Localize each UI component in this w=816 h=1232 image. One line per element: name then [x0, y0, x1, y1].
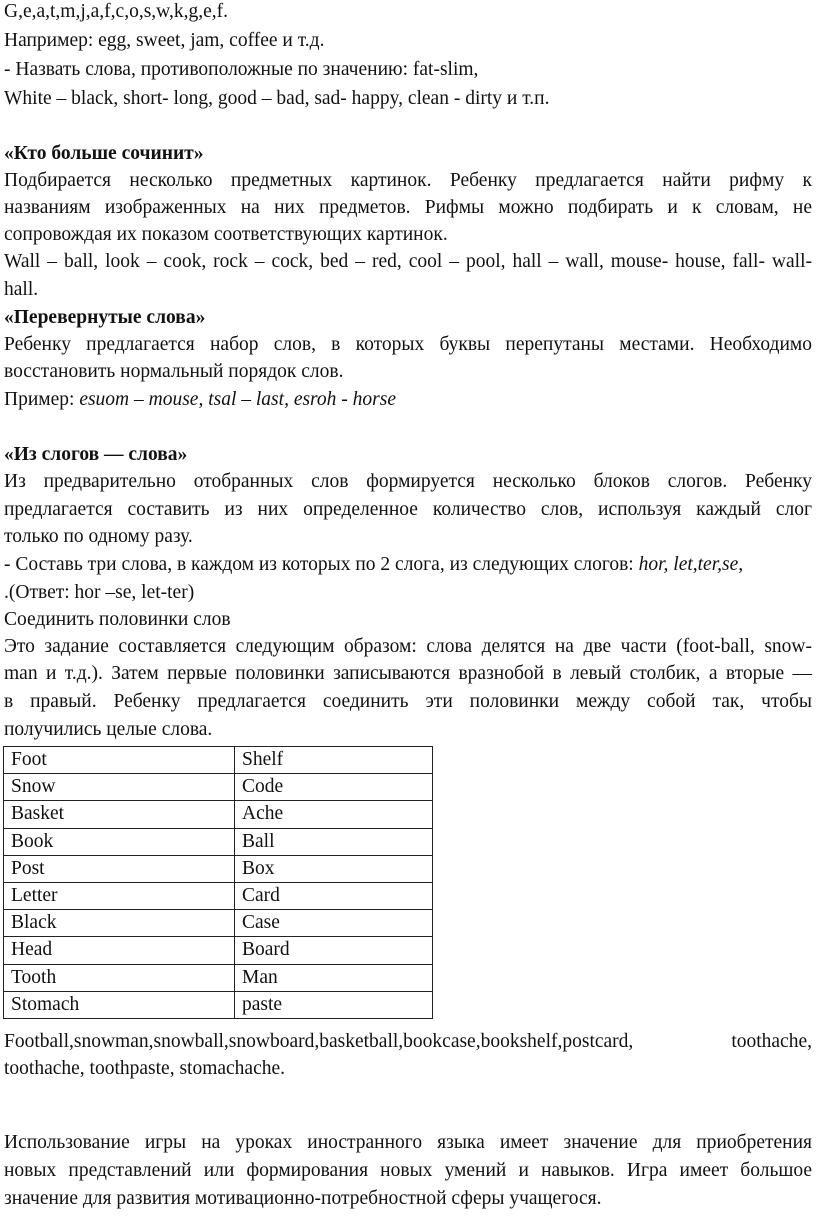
halves-paragraph-line: получились целые слова.: [4, 719, 213, 740]
table-row: [4, 991, 433, 1018]
rhyme-paragraph-line: сопровождая их показом соответствующих картинок.: [4, 224, 448, 245]
conclusion-line: значение для развития мотивационно-потребностной сферы учащегося.: [4, 1188, 602, 1209]
rhyme-heading: «Кто больше сочинит»: [4, 143, 204, 164]
table-row: [4, 801, 433, 828]
halves-paragraph-line: в правый. Ребенку предлагается соединить эти половинки между собой так, чтобы: [4, 691, 812, 712]
table-row: [4, 774, 433, 801]
second-half-cell: Ache: [235, 801, 433, 828]
reversed-example: [4, 388, 812, 412]
table-row: [4, 855, 433, 882]
conclusion-line: новых представлений или формирования новых умений и навыков. Игра имеет большое: [4, 1160, 812, 1181]
second-half-cell: Case: [235, 910, 433, 937]
example-label: Пример:: [4, 389, 80, 410]
answers-line: [4, 1030, 812, 1054]
first-half-cell: Head: [4, 937, 235, 964]
table-row: [4, 937, 433, 964]
example-words: esuom – mouse, tsal – last, esroh - horse: [79, 389, 396, 410]
first-half-cell: Post: [4, 855, 235, 882]
answers-words: Football,snowman,snowball,snowboard,basketball,bookcase,bookshelf,postcard,: [4, 1031, 634, 1052]
rhyme-examples: Wall – ball, look – cook, rock – cock, bed – red, cool – pool, hall – wall, mouse- house, fall- wall-: [4, 251, 812, 272]
halves-paragraph-line: man и т.д.). Затем первые половинки записываются вразнобой в левый столбик, а вторые —: [4, 663, 812, 684]
task-syllables: hor, let,ter,se,: [638, 554, 744, 575]
letters-line: G,e,a,t,m,j,a,f,c,o,s,w,k,g,e,f.: [4, 1, 229, 22]
first-half-cell: Black: [4, 910, 235, 937]
syllables-paragraph-line: только по одному разу.: [4, 526, 193, 547]
first-half-cell: Basket: [4, 801, 235, 828]
halves-heading: Соединить половинки слов: [4, 609, 231, 630]
second-half-cell: Card: [235, 882, 433, 909]
halves-paragraph-line: Это задание составляется следующим образом: слова делятся на две части (foot-ball, snow-: [4, 636, 812, 657]
rhyme-paragraph-line: Подбирается несколько предметных картинок. Ребенку предлагается найти рифму к: [4, 170, 812, 191]
syllables-paragraph-line: Из предварительно отобранных слов формируется несколько блоков слогов. Ребенку: [4, 471, 812, 492]
first-half-cell: Book: [4, 828, 235, 855]
table-row: [4, 910, 433, 937]
second-half-cell: Code: [235, 774, 433, 801]
second-half-cell: Man: [235, 964, 433, 991]
reversed-heading: «Перевернутые слова»: [4, 307, 206, 328]
first-half-cell: Stomach: [4, 991, 235, 1018]
opposites-line: - Назвать слова, противоположные по значению: fat-slim,: [4, 59, 479, 80]
first-half-cell: Letter: [4, 882, 235, 909]
answers-words-end: toothache,: [731, 1031, 812, 1052]
syllables-paragraph-line: предлагается составить из них определенное количество слов, используя каждый слог: [4, 499, 812, 520]
second-half-cell: Board: [235, 937, 433, 964]
table-row: [4, 828, 433, 855]
first-half-cell: Snow: [4, 774, 235, 801]
answers-line: toothache, toothpaste, stomachache.: [4, 1058, 286, 1079]
syllables-heading: «Из слогов — слова»: [4, 444, 188, 465]
second-half-cell: paste: [235, 991, 433, 1018]
reversed-paragraph-line: Ребенку предлагается набор слов, в которых буквы перепутаны местами. Необходимо: [4, 334, 812, 355]
word-halves-table: [3, 746, 433, 1019]
syllables-answer: .(Ответ: hor –se, let-ter): [4, 582, 195, 603]
task-text: - Составь три слова, в каждом из которых по 2 слога, из следующих слогов:: [4, 554, 639, 575]
rhyme-paragraph-line: названиям изображенных на них предметов. Рифмы можно подбирать и к словам, не: [4, 197, 812, 218]
first-half-cell: Foot: [4, 747, 235, 774]
syllables-task: [4, 553, 812, 577]
table-row: [4, 882, 433, 909]
second-half-cell: Shelf: [235, 747, 433, 774]
opposites-examples: White – black, short- long, good – bad, sad- happy, clean - dirty и т.п.: [4, 88, 550, 109]
rhyme-examples-end: hall.: [4, 279, 39, 300]
conclusion-line: Использование игры на уроках иностранного языка имеет значение для приобретения: [4, 1132, 812, 1153]
table-row: [4, 747, 433, 774]
second-half-cell: Ball: [235, 828, 433, 855]
reversed-paragraph-line: восстановить нормальный порядок слов.: [4, 361, 344, 382]
table-row: [4, 964, 433, 991]
second-half-cell: Box: [235, 855, 433, 882]
first-half-cell: Tooth: [4, 964, 235, 991]
example-line: Например: egg, sweet, jam, coffee и т.д.: [4, 30, 325, 51]
